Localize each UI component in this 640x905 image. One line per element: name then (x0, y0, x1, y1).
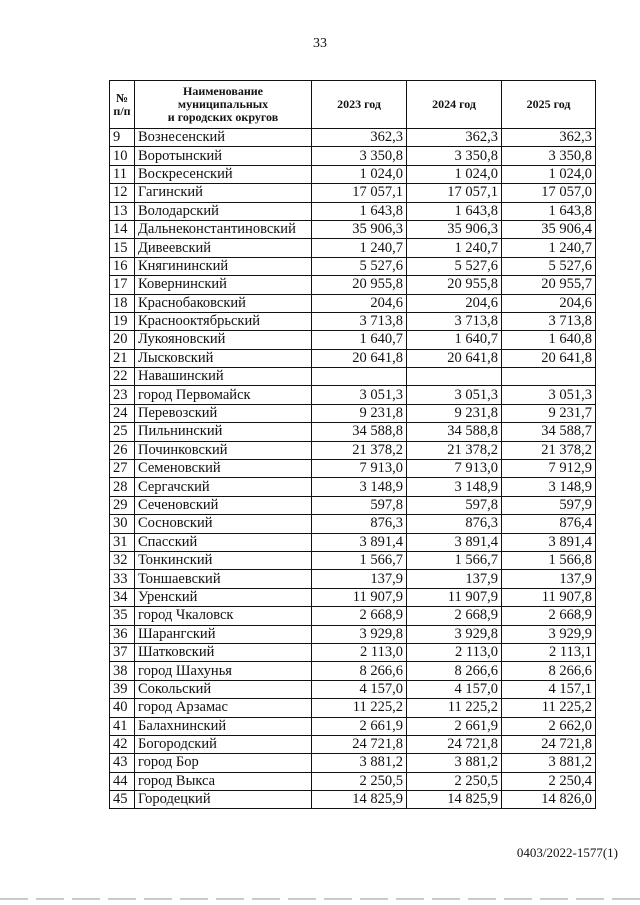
row-2023: 2 661,9 (312, 717, 407, 735)
row-2024: 11 225,2 (407, 699, 502, 717)
table-row (110, 423, 596, 441)
row-2023: 4 157,0 (312, 680, 407, 698)
row-2025: 14 826,0 (502, 791, 596, 809)
table-row (110, 147, 596, 165)
table-row (110, 551, 596, 569)
row-index: 35 (110, 607, 135, 625)
row-2024: 24 721,8 (407, 735, 502, 753)
row-index: 23 (110, 386, 135, 404)
table-row (110, 496, 596, 514)
row-2025: 20 955,7 (502, 276, 596, 294)
row-name: Городецкий (135, 791, 312, 809)
row-index: 20 (110, 331, 135, 349)
row-2023: 1 566,7 (312, 551, 407, 569)
row-index: 9 (110, 129, 135, 147)
row-name: Навашинский (135, 368, 312, 386)
row-2023: 1 643,8 (312, 202, 407, 220)
row-index: 26 (110, 441, 135, 459)
header-2025: 2025 год (502, 81, 596, 129)
row-2024: 3 148,9 (407, 478, 502, 496)
table-row (110, 165, 596, 183)
row-2023: 9 231,8 (312, 404, 407, 422)
row-2024: 17 057,1 (407, 184, 502, 202)
row-2024: 3 713,8 (407, 312, 502, 330)
table-row (110, 257, 596, 275)
table-row (110, 331, 596, 349)
row-index: 31 (110, 533, 135, 551)
row-index: 28 (110, 478, 135, 496)
row-index: 43 (110, 754, 135, 772)
scan-artifact-line (0, 898, 640, 900)
row-index: 37 (110, 643, 135, 661)
row-2024: 2 113,0 (407, 643, 502, 661)
table-row (110, 386, 596, 404)
row-index: 27 (110, 460, 135, 478)
row-2025: 1 240,7 (502, 239, 596, 257)
row-2025: 35 906,4 (502, 220, 596, 238)
row-2023: 3 891,4 (312, 533, 407, 551)
row-2025: 4 157,1 (502, 680, 596, 698)
table-row (110, 460, 596, 478)
row-index: 21 (110, 349, 135, 367)
row-2023: 5 527,6 (312, 257, 407, 275)
row-name: Дальнеконстантиновский (135, 220, 312, 238)
table-row (110, 312, 596, 330)
row-index: 41 (110, 717, 135, 735)
row-name: Сеченовский (135, 496, 312, 514)
row-name: Спасский (135, 533, 312, 551)
row-2023: 1 640,7 (312, 331, 407, 349)
row-index: 44 (110, 772, 135, 790)
row-name: Шарангский (135, 625, 312, 643)
row-2023: 20 641,8 (312, 349, 407, 367)
table-row (110, 349, 596, 367)
row-index: 12 (110, 184, 135, 202)
header-name-line1: Наименование (183, 84, 263, 98)
row-name: Краснобаковский (135, 294, 312, 312)
row-2023: 34 588,8 (312, 423, 407, 441)
row-index: 16 (110, 257, 135, 275)
row-index: 24 (110, 404, 135, 422)
row-2024: 876,3 (407, 515, 502, 533)
row-2025: 9 231,7 (502, 404, 596, 422)
row-2023: 1 240,7 (312, 239, 407, 257)
row-2025: 3 713,8 (502, 312, 596, 330)
row-2023: 11 907,9 (312, 588, 407, 606)
table-row (110, 735, 596, 753)
row-2023: 3 051,3 (312, 386, 407, 404)
row-index: 17 (110, 276, 135, 294)
table-row (110, 643, 596, 661)
table-row (110, 202, 596, 220)
row-2025: 3 148,9 (502, 478, 596, 496)
table-header-row (110, 81, 596, 129)
row-2024: 2 250,5 (407, 772, 502, 790)
row-name: Лысковский (135, 349, 312, 367)
row-name: Балахнинский (135, 717, 312, 735)
row-name: Шатковский (135, 643, 312, 661)
table-row (110, 662, 596, 680)
row-2024: 5 527,6 (407, 257, 502, 275)
row-2024: 2 668,9 (407, 607, 502, 625)
row-2024: 3 051,3 (407, 386, 502, 404)
header-2023: 2023 год (312, 81, 407, 129)
row-index: 14 (110, 220, 135, 238)
row-name: Семеновский (135, 460, 312, 478)
row-2025: 3 891,4 (502, 533, 596, 551)
table-row (110, 772, 596, 790)
row-2023: 14 825,9 (312, 791, 407, 809)
row-name: Сосновский (135, 515, 312, 533)
document-code: 0403/2022-1577(1) (516, 845, 618, 860)
row-name: Дивеевский (135, 239, 312, 257)
row-2025: 24 721,8 (502, 735, 596, 753)
row-2024: 1 024,0 (407, 165, 502, 183)
table-row (110, 588, 596, 606)
table-row (110, 699, 596, 717)
row-2025: 8 266,6 (502, 662, 596, 680)
row-index: 39 (110, 680, 135, 698)
row-name: Лукояновский (135, 331, 312, 349)
table-row (110, 294, 596, 312)
row-2025: 597,9 (502, 496, 596, 514)
row-2025: 34 588,7 (502, 423, 596, 441)
row-2025: 1 643,8 (502, 202, 596, 220)
row-2025: 11 907,8 (502, 588, 596, 606)
row-2024: 3 350,8 (407, 147, 502, 165)
row-2023: 2 113,0 (312, 643, 407, 661)
row-2025: 876,4 (502, 515, 596, 533)
row-2024 (407, 368, 502, 386)
row-2025: 21 378,2 (502, 441, 596, 459)
row-name: Володарский (135, 202, 312, 220)
row-2024: 2 661,9 (407, 717, 502, 735)
row-2024: 1 240,7 (407, 239, 502, 257)
row-index: 10 (110, 147, 135, 165)
row-2025: 1 566,8 (502, 551, 596, 569)
row-2024: 21 378,2 (407, 441, 502, 459)
row-2025: 137,9 (502, 570, 596, 588)
row-2024: 1 640,7 (407, 331, 502, 349)
row-2025: 17 057,0 (502, 184, 596, 202)
header-2024: 2024 год (407, 81, 502, 129)
row-2025: 11 225,2 (502, 699, 596, 717)
row-name: Починковский (135, 441, 312, 459)
row-index: 18 (110, 294, 135, 312)
table-row (110, 441, 596, 459)
row-2023: 2 250,5 (312, 772, 407, 790)
table-row (110, 680, 596, 698)
row-2023 (312, 368, 407, 386)
row-2025: 3 881,2 (502, 754, 596, 772)
row-2024: 11 907,9 (407, 588, 502, 606)
row-2025: 20 641,8 (502, 349, 596, 367)
header-index: № п/п (110, 81, 135, 129)
table-row (110, 515, 596, 533)
row-2023: 21 378,2 (312, 441, 407, 459)
row-2023: 3 713,8 (312, 312, 407, 330)
table-row (110, 754, 596, 772)
row-2023: 137,9 (312, 570, 407, 588)
row-index: 45 (110, 791, 135, 809)
row-2025: 3 051,3 (502, 386, 596, 404)
table-row (110, 533, 596, 551)
row-index: 19 (110, 312, 135, 330)
table-row (110, 184, 596, 202)
row-index: 13 (110, 202, 135, 220)
table-row (110, 220, 596, 238)
row-2025 (502, 368, 596, 386)
row-2023: 3 148,9 (312, 478, 407, 496)
row-index: 15 (110, 239, 135, 257)
row-name: Воротынский (135, 147, 312, 165)
row-name: город Бор (135, 754, 312, 772)
row-2024: 204,6 (407, 294, 502, 312)
budget-table (109, 80, 596, 809)
row-2025: 362,3 (502, 129, 596, 147)
row-name: город Первомайск (135, 386, 312, 404)
row-2024: 7 913,0 (407, 460, 502, 478)
row-2023: 204,6 (312, 294, 407, 312)
table-row (110, 570, 596, 588)
table-row (110, 129, 596, 147)
row-index: 22 (110, 368, 135, 386)
row-index: 38 (110, 662, 135, 680)
table-row (110, 625, 596, 643)
row-2024: 20 955,8 (407, 276, 502, 294)
row-index: 11 (110, 165, 135, 183)
row-2023: 876,3 (312, 515, 407, 533)
row-2023: 3 350,8 (312, 147, 407, 165)
row-2024: 1 643,8 (407, 202, 502, 220)
row-2025: 7 912,9 (502, 460, 596, 478)
row-name: город Чкаловск (135, 607, 312, 625)
row-2023: 24 721,8 (312, 735, 407, 753)
row-name: Гагинский (135, 184, 312, 202)
row-name: Княгининский (135, 257, 312, 275)
table-row (110, 404, 596, 422)
table-row (110, 607, 596, 625)
row-2025: 5 527,6 (502, 257, 596, 275)
row-2025: 2 662,0 (502, 717, 596, 735)
table-row (110, 276, 596, 294)
row-2024: 20 641,8 (407, 349, 502, 367)
row-2025: 2 113,1 (502, 643, 596, 661)
row-2023: 20 955,8 (312, 276, 407, 294)
row-index: 30 (110, 515, 135, 533)
row-2025: 2 250,4 (502, 772, 596, 790)
row-name: Тонкинский (135, 551, 312, 569)
row-2025: 1 640,8 (502, 331, 596, 349)
row-2024: 3 891,4 (407, 533, 502, 551)
row-2023: 11 225,2 (312, 699, 407, 717)
row-2024: 362,3 (407, 129, 502, 147)
row-2024: 35 906,3 (407, 220, 502, 238)
row-2023: 362,3 (312, 129, 407, 147)
row-name: Пильнинский (135, 423, 312, 441)
row-2024: 1 566,7 (407, 551, 502, 569)
row-2024: 34 588,8 (407, 423, 502, 441)
row-2023: 3 929,8 (312, 625, 407, 643)
row-2025: 204,6 (502, 294, 596, 312)
row-index: 32 (110, 551, 135, 569)
row-index: 34 (110, 588, 135, 606)
row-index: 33 (110, 570, 135, 588)
row-name: Богородский (135, 735, 312, 753)
row-name: Сергачский (135, 478, 312, 496)
row-2023: 2 668,9 (312, 607, 407, 625)
header-name-line3: и городских округов (167, 110, 279, 124)
row-name: город Арзамас (135, 699, 312, 717)
row-index: 42 (110, 735, 135, 753)
row-index: 25 (110, 423, 135, 441)
table-body (110, 129, 596, 809)
row-name: город Выкса (135, 772, 312, 790)
row-name: Краснооктябрьский (135, 312, 312, 330)
row-2024: 3 881,2 (407, 754, 502, 772)
row-name: Перевозский (135, 404, 312, 422)
row-2024: 14 825,9 (407, 791, 502, 809)
row-2024: 137,9 (407, 570, 502, 588)
table-row (110, 368, 596, 386)
row-2025: 1 024,0 (502, 165, 596, 183)
row-2024: 9 231,8 (407, 404, 502, 422)
table-row (110, 478, 596, 496)
page-number: 33 (313, 36, 327, 51)
table-row (110, 791, 596, 809)
row-2025: 3 350,8 (502, 147, 596, 165)
row-name: Вознесенский (135, 129, 312, 147)
row-2023: 35 906,3 (312, 220, 407, 238)
row-index: 40 (110, 699, 135, 717)
header-name (135, 81, 312, 129)
header-name-line2: муниципальных (177, 97, 269, 111)
row-name: Ковернинский (135, 276, 312, 294)
row-index: 29 (110, 496, 135, 514)
row-2023: 1 024,0 (312, 165, 407, 183)
row-2023: 8 266,6 (312, 662, 407, 680)
row-2023: 17 057,1 (312, 184, 407, 202)
row-2024: 597,8 (407, 496, 502, 514)
row-2024: 4 157,0 (407, 680, 502, 698)
row-name: Сокольский (135, 680, 312, 698)
row-2023: 597,8 (312, 496, 407, 514)
table-row (110, 239, 596, 257)
row-2024: 8 266,6 (407, 662, 502, 680)
row-2023: 7 913,0 (312, 460, 407, 478)
table-row (110, 717, 596, 735)
row-2023: 3 881,2 (312, 754, 407, 772)
row-name: Воскресенский (135, 165, 312, 183)
row-name: город Шахунья (135, 662, 312, 680)
row-name: Тоншаевский (135, 570, 312, 588)
row-name: Уренский (135, 588, 312, 606)
row-index: 36 (110, 625, 135, 643)
row-2025: 3 929,9 (502, 625, 596, 643)
row-2024: 3 929,8 (407, 625, 502, 643)
row-2025: 2 668,9 (502, 607, 596, 625)
